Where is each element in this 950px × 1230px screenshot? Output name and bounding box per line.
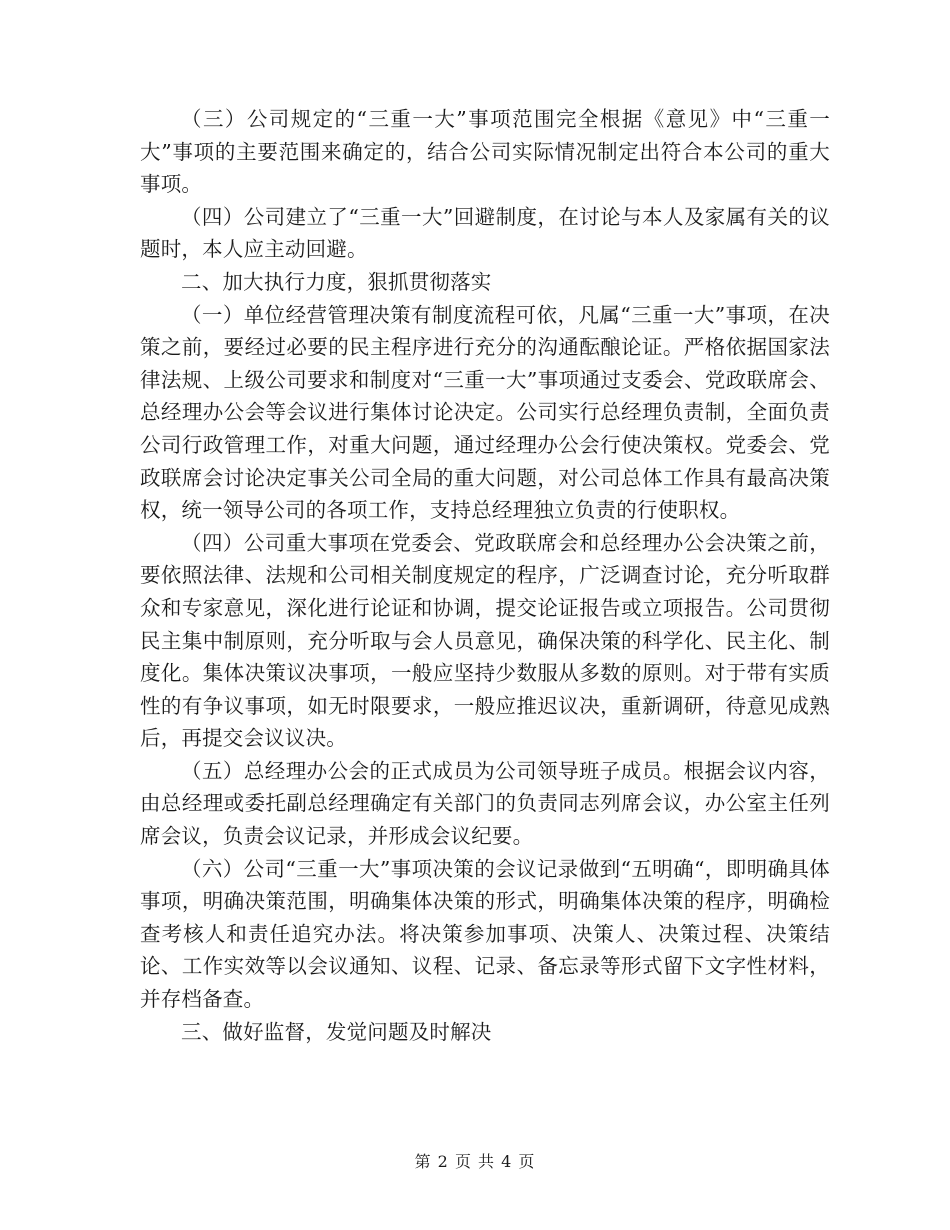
paragraph-major-matters: （四）公司重大事项在党委会、党政联席会和总经理办公会决策之前，要依照法律、法规和公司相关制度规定的程序，广泛调查讨论，充分听取群众和专家意见，深化进行论证和协调，提交论证报告或立项报告。公司贯彻民主集中制原则，充分听取与会人员意见，确保决策的科学化、民主化、制度化。集体决策议决事项，一般应坚持少数服从多数的原则。对于带有实质性的有争议事项，如无时限要求，一般应推迟议决，重新调研，待意见成熟后，再提交会议议决。 xyxy=(140,530,830,751)
paragraph-recusal: （四）公司建立了“三重一大”回避制度，在讨论与本人及家属有关的议题时，本人应主动回避。 xyxy=(140,204,830,262)
section-heading-supervision: 三、做好监督，发觉问题及时解决 xyxy=(181,1019,492,1044)
paragraph-office-meeting: （五）总经理办公会的正式成员为公司领导班子成员。根据会议内容，由总经理或委托副总经理确定有关部门的负责同志列席会议，办公室主任列席会议，负责会议记录，并形成会议纪要。 xyxy=(140,758,830,849)
paragraph-scope: （三）公司规定的“三重一大”事项范围完全根据《意见》中“三重一大”事项的主要范围来确定的，结合公司实际情况制定出符合本公司的重大事项。 xyxy=(140,107,830,197)
document-body xyxy=(140,103,830,1048)
paragraph-decision-process: （一）单位经营管理决策有制度流程可依，凡属“三重一大”事项，在决策之前，要经过必要的民主程序进行充分的沟通酝酿论证。严格依据国家法律法规、上级公司要求和制度对“三重一大”事项通过支委会、党政联席会、总经理办公会等会议进行集体讨论决定。公司实行总经理负责制，全面负责公司行政管理工作，对重大问题，通过经理办公会行使决策权。党委会、党政联席会讨论决定事关公司全局的重大问题，对公司总体工作具有最高决策权，统一领导公司的各项工作，支持总经理独立负责的行使职权。 xyxy=(140,302,830,523)
page-footer: 第 2 页 共 4 页 xyxy=(414,1152,536,1171)
section-heading-execution: 二、加大执行力度，狠抓贯彻落实 xyxy=(181,269,492,294)
paragraph-meeting-records: （六）公司“三重一大”事项决策的会议记录做到“五明确“，即明确具体事项，明确决策范围，明确集体决策的形式，明确集体决策的程序，明确检查考核人和责任追究办法。将决策参加事项、决策人、决策过程、决策结论、工作实效等以会议通知、议程、记录、备忘录等形式留下文字性材料，并存档备查。 xyxy=(140,856,830,1012)
